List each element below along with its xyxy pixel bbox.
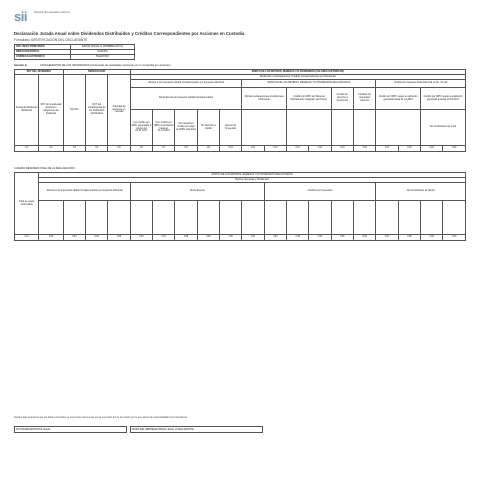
code-cell: C24 [86, 235, 108, 241]
code-cell: C35 [331, 235, 353, 241]
section-a-label: Sección A: [14, 64, 28, 67]
code-cell: C3 [63, 146, 85, 152]
id-value-phone: TELÉFONO [71, 55, 135, 60]
code-cell: C15 [331, 146, 353, 152]
code-cell: C40 [443, 235, 466, 241]
hdr-renta-exenta: Renta Exenta de Impuesto Global Complementario [130, 88, 242, 110]
code-cell: C16 [354, 146, 376, 152]
code-cell: C17 [376, 146, 398, 152]
code-cell: C39 [420, 235, 442, 241]
rut-representante-box[interactable]: RUT REPRESENTANTE LEGAL [14, 426, 127, 433]
form-subtitle: Formulario IDENTIFICACIÓN DEL DECLARANTE [14, 38, 88, 42]
code-cell: C21 [15, 235, 39, 241]
code-cell: C31 [242, 235, 264, 241]
code-cell: C19 [421, 146, 443, 152]
hdr-b-exento: Renta Exenta [130, 183, 264, 201]
code-cell: C22 [39, 235, 63, 241]
code-cell: C33 [287, 235, 309, 241]
hdr-creditos: MONTOS DE LOS RETIROS, REMESAS Y/O DIVIDENDOS REAJUSTADOS [242, 80, 376, 88]
blank-a3 [331, 110, 353, 146]
blank-a4 [354, 110, 376, 146]
code-cell: C23 [63, 235, 85, 241]
code-cell: C27 [153, 235, 175, 241]
code-cell: C28 [175, 235, 197, 241]
hdr-sin-derecho: Sin derecho a crédito [197, 110, 219, 146]
section-b-table [14, 172, 466, 241]
hdr-b-afecto-igc: Afectos a los Impuestos Global Complementario y/o Impuesto Adicional [39, 183, 130, 201]
hdr-credito-igc: Crédito por IDPC sujeto a restitución generado a contar 01.01.2017 [421, 88, 466, 110]
hdr-sin-credito-1: Con crédito por IDPC acumulados hasta el 31.12.2016 [153, 110, 175, 146]
code-cell: C26 [130, 235, 152, 241]
code-cell: C2 [39, 146, 63, 152]
sworn-statement-note: Declaro bajo juramento que los datos contenidos en el presente documento son la expresión fiel de la verdad, por lo que asumo la responsabilidad correspondiente. [14, 416, 188, 419]
b-blank-8 [197, 201, 219, 235]
code-cell: C20 [443, 146, 466, 152]
hdr-con-credito: Con crédito por IDPC generados a contar del 01.01.2017 [130, 110, 152, 146]
id-label-rut: ROL ÚNICO TRIBUTARIO [15, 45, 71, 50]
b-blank-3 [86, 201, 108, 235]
hdr-rut-contrib: RUT del contribuyente de los dividendos distribuidos [86, 75, 108, 146]
b-blank-7 [175, 201, 197, 235]
b-blank-11 [264, 201, 286, 235]
hdr-b-monto-div: MONTO DE LOS RETIROS, REMESAS Y/O DIVIDENDOS REAJUSTADOS [39, 173, 466, 178]
form-title: Declaración Jurada Anual sobre Dividendos Distribuidos y Créditos Correspondientes por Acciones en Custodia [14, 31, 245, 36]
code-cell: C32 [264, 235, 286, 241]
code-cell: C37 [376, 235, 398, 241]
hdr-dividendos-distribuidos: Dividendos o participaciones; Créditos correspondientes por Dividendos [130, 75, 465, 80]
b-blank-5 [130, 201, 152, 235]
code-cell: C36 [353, 235, 375, 241]
section-b-code-row [15, 235, 466, 241]
hdr-no-constit: No constitutivos de renta [421, 110, 466, 146]
hdr-credito-rest: Créditos por impuestos externos [354, 88, 376, 110]
firma-representante-box[interactable]: FIRMA DEL REPRESENTANTE LEGAL O DECLARANTE [130, 426, 263, 433]
code-cell: C1 [15, 146, 39, 152]
hdr-inf-dividendos: RUT DEL DIVIDENDO [15, 70, 64, 75]
code-cell: C7 [153, 146, 175, 152]
b-blank-9 [220, 201, 242, 235]
hdr-rut-emisor: RUT de la sociedad anónima o adquirente del dividendo [39, 75, 63, 146]
code-cell: C30 [220, 235, 242, 241]
b-blank-4 [108, 201, 130, 235]
b-blank-18 [420, 201, 442, 235]
section-a-title: ANTECEDENTES DE LOS INFORMADOS (Accionistas de sociedades anónimas y/o en comandita por acciones) [40, 64, 171, 67]
code-cell: C4 [86, 146, 108, 152]
code-cell: C13 [287, 146, 309, 152]
b-blank-17 [398, 201, 420, 235]
blank-a5 [376, 110, 421, 146]
code-cell: C10 [220, 146, 242, 152]
section-b-label: CUADRO RESUMEN FINAL DE LA DECLARACIÓN [14, 167, 75, 170]
code-cell: C25 [108, 235, 130, 241]
id-value-commune: COMUNA [71, 50, 135, 55]
identification-table [14, 44, 135, 60]
id-label-email: CORREO ELECTRÓNICO [15, 55, 71, 60]
hdr-credito-no-sujeto: Crédito sin derecho a devolución [331, 88, 353, 110]
hdr-credito-sujeto: Crédito por IDPC del Sistema Parcialmente Integrado (art.14 ter) [287, 88, 332, 110]
code-cell: C5 [108, 146, 130, 152]
code-cell: C6 [130, 146, 152, 152]
id-label-address: DIRECCIÓN POSTAL [15, 50, 71, 55]
hdr-credito-exento: Crédito por IDPC sujeto a restitución generado hasta 31.12.2016 [376, 88, 421, 110]
code-cell: C9 [197, 146, 219, 152]
code-cell: C11 [242, 146, 264, 152]
hdr-b-totals: Total de casos informados [15, 173, 39, 235]
hdr-afecto-igc: Afectos a los Impuestos Global Complementario y/o Impuesto Adicional [130, 80, 242, 88]
hdr-b-no-constit: No Constitutivos de Renta [376, 183, 466, 201]
hdr-credito-ext: Crédito por Impuesto Tasa Adicional ex Art. 21 LIR [376, 80, 466, 88]
code-cell: C8 [175, 146, 197, 152]
b-blank-15 [353, 201, 375, 235]
b-blank-12 [287, 201, 309, 235]
sii-logo-text: Servicio de Impuestos Internos [34, 11, 70, 14]
hdr-tipo: Tipo Div. [63, 75, 85, 146]
section-a-code-row [15, 146, 466, 152]
hdr-credito-idpc: Montos pertenecientes a la Empresa Informante [242, 88, 287, 110]
b-blank-2 [63, 201, 85, 235]
hdr-exento-igc: Exento de Impuestos [220, 110, 242, 146]
code-cell: C29 [197, 235, 219, 241]
b-blank-13 [309, 201, 331, 235]
hdr-beneficiario: BENEFICIARIO [63, 70, 130, 75]
sii-logo-mark: sii [14, 9, 27, 24]
code-cell: C14 [309, 146, 331, 152]
code-cell: C18 [398, 146, 420, 152]
blank-a1 [242, 110, 287, 146]
code-cell: C34 [309, 235, 331, 241]
blank-a2 [287, 110, 332, 146]
code-cell: C38 [398, 235, 420, 241]
b-blank-16 [376, 201, 398, 235]
b-blank-19 [443, 201, 466, 235]
b-blank-1 [39, 201, 63, 235]
id-value-name: RAZÓN SOCIAL O NOMBRES (DV=1) [71, 45, 135, 50]
hdr-montos: MONTO DE LOS RETIROS, REMESAS Y/O DIVIDENDOS (VALORES HISTÓRICOS) [130, 70, 465, 75]
b-blank-14 [331, 201, 353, 235]
b-blank-6 [153, 201, 175, 235]
hdr-b-creditos: Créditos por Impuestos [264, 183, 376, 201]
hdr-cantidad: Cantidad de acciones en custodia [108, 75, 130, 146]
code-cell: C12 [264, 146, 286, 152]
hdr-sin-credito-2: Con derecho a crédito por pago de IDPC voluntario [175, 110, 197, 146]
b-blank-10 [242, 201, 264, 235]
hdr-b-dividendos: Retiros, Remesas y Dividendos [39, 178, 466, 183]
hdr-fecha-pago: Fecha del dividendo distribuido [15, 75, 39, 146]
section-a-table [14, 69, 466, 152]
